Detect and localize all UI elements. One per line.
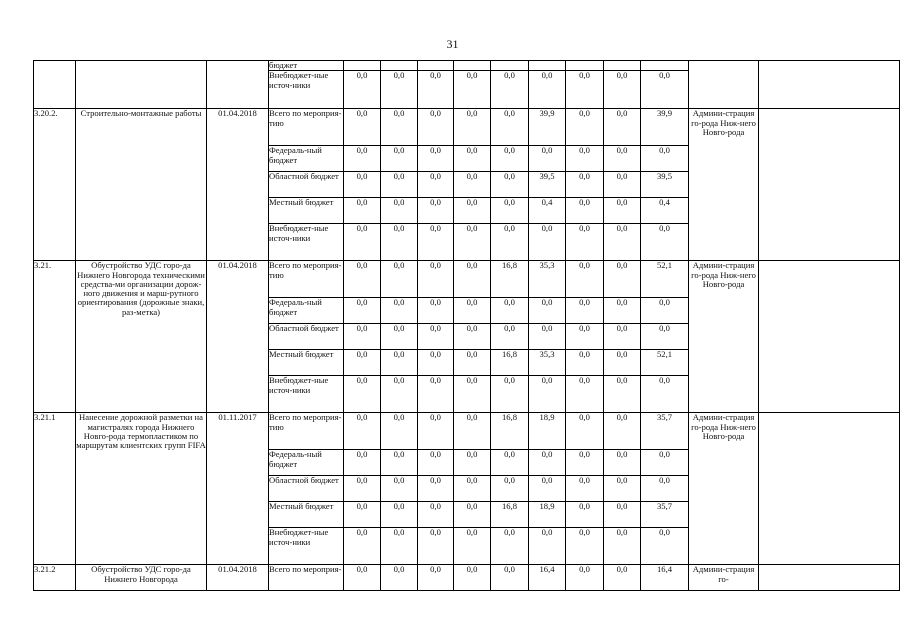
amount-cell: 0,0: [529, 528, 566, 565]
funding-source: Областной бюджет: [269, 324, 344, 350]
amount-cell: 16,4: [641, 565, 689, 591]
amount-cell: 0,0: [454, 109, 491, 146]
funding-source: Всего по мероприя-тию: [269, 109, 344, 146]
amount-cell: 0,0: [418, 261, 454, 298]
amount-cell: 16,8: [491, 261, 529, 298]
amount-cell: 0,0: [381, 502, 418, 528]
amount-cell: 0,4: [529, 198, 566, 224]
amount-cell: 0,0: [641, 298, 689, 324]
amount-cell: 0,0: [491, 224, 529, 261]
amount-cell: 0,0: [344, 413, 381, 450]
amount-cell: 0,0: [454, 413, 491, 450]
amount-cell: [604, 61, 641, 71]
notes-cell: [759, 413, 900, 565]
amount-cell: 0,0: [604, 502, 641, 528]
amount-cell: 0,0: [566, 450, 604, 476]
measure-date: 01.11.2017: [207, 413, 269, 565]
amount-cell: 0,0: [641, 450, 689, 476]
notes-cell: [759, 261, 900, 413]
amount-cell: 0,0: [344, 350, 381, 376]
amount-cell: 0,0: [418, 172, 454, 198]
measure-date: 01.04.2018: [207, 261, 269, 413]
responsible-executor: Админи-страция го-рода Ниж-него Новго-рода: [689, 109, 759, 261]
funding-source: Областной бюджет: [269, 172, 344, 198]
amount-cell: 0,0: [344, 324, 381, 350]
amount-cell: 16,8: [491, 502, 529, 528]
amount-cell: 0,0: [604, 565, 641, 591]
amount-cell: 0,0: [529, 376, 566, 413]
amount-cell: 0,0: [454, 198, 491, 224]
table-row: [34, 61, 900, 71]
amount-cell: 0,0: [641, 224, 689, 261]
amount-cell: 0,0: [381, 450, 418, 476]
amount-cell: 0,0: [491, 71, 529, 109]
amount-cell: 0,0: [604, 350, 641, 376]
table-row: [34, 413, 900, 450]
amount-cell: 0,0: [418, 350, 454, 376]
amount-cell: 35,7: [641, 413, 689, 450]
measure-date: 01.04.2018: [207, 565, 269, 591]
amount-cell: 0,0: [491, 450, 529, 476]
notes-cell: [759, 109, 900, 261]
amount-cell: 35,3: [529, 261, 566, 298]
amount-cell: [381, 61, 418, 71]
measure-name: [76, 61, 207, 109]
amount-cell: 0,4: [641, 198, 689, 224]
amount-cell: 0,0: [566, 350, 604, 376]
amount-cell: 0,0: [604, 450, 641, 476]
amount-cell: 0,0: [566, 476, 604, 502]
amount-cell: 0,0: [566, 198, 604, 224]
amount-cell: 0,0: [454, 261, 491, 298]
amount-cell: 0,0: [418, 224, 454, 261]
amount-cell: 0,0: [454, 324, 491, 350]
amount-cell: 0,0: [566, 413, 604, 450]
funding-source: Федераль-ный бюджет: [269, 146, 344, 172]
amount-cell: 0,0: [454, 376, 491, 413]
funding-source: Всего по мероприя-тию: [269, 261, 344, 298]
amount-cell: 0,0: [381, 261, 418, 298]
amount-cell: 0,0: [604, 298, 641, 324]
amount-cell: 18,9: [529, 413, 566, 450]
amount-cell: 0,0: [418, 324, 454, 350]
amount-cell: 0,0: [381, 146, 418, 172]
amount-cell: 0,0: [454, 476, 491, 502]
measure-code: 3.20.2.: [34, 109, 76, 261]
amount-cell: 0,0: [604, 146, 641, 172]
amount-cell: 0,0: [491, 198, 529, 224]
responsible-executor: [689, 61, 759, 109]
amount-cell: 0,0: [604, 71, 641, 109]
amount-cell: 0,0: [491, 324, 529, 350]
amount-cell: 0,0: [604, 198, 641, 224]
amount-cell: [454, 61, 491, 71]
amount-cell: 0,0: [491, 146, 529, 172]
amount-cell: 0,0: [566, 565, 604, 591]
funding-source: Местный бюджет: [269, 198, 344, 224]
amount-cell: 0,0: [418, 502, 454, 528]
amount-cell: 39,9: [641, 109, 689, 146]
amount-cell: 0,0: [381, 172, 418, 198]
amount-cell: 0,0: [641, 146, 689, 172]
amount-cell: 0,0: [641, 324, 689, 350]
amount-cell: 0,0: [381, 298, 418, 324]
amount-cell: 35,7: [641, 502, 689, 528]
amount-cell: 0,0: [491, 565, 529, 591]
amount-cell: 0,0: [344, 261, 381, 298]
amount-cell: 52,1: [641, 350, 689, 376]
amount-cell: 0,0: [344, 476, 381, 502]
measure-name: Строительно-монтажные работы: [76, 109, 207, 261]
amount-cell: 0,0: [491, 298, 529, 324]
amount-cell: [344, 61, 381, 71]
amount-cell: 0,0: [604, 528, 641, 565]
amount-cell: 0,0: [641, 376, 689, 413]
amount-cell: 0,0: [604, 413, 641, 450]
amount-cell: 0,0: [418, 450, 454, 476]
measure-name: Обустройство УДС горо-да Нижнего Новгорода: [76, 565, 207, 591]
amount-cell: 16,8: [491, 413, 529, 450]
amount-cell: 16,4: [529, 565, 566, 591]
amount-cell: 0,0: [566, 376, 604, 413]
measure-name: Обустройство УДС горо-да Нижнего Новгорода техническими средства-ми организации дорож-ного движения и марш-рутного ориентирования (дорожные знаки, раз-метка): [76, 261, 207, 413]
responsible-executor: Админи-страция го-рода Ниж-него Новго-рода: [689, 413, 759, 565]
funding-source: Внебюджет-ные источ-ники: [269, 71, 344, 109]
amount-cell: 0,0: [491, 172, 529, 198]
measure-code: 3.21.1: [34, 413, 76, 565]
amount-cell: [641, 61, 689, 71]
amount-cell: 0,0: [641, 476, 689, 502]
amount-cell: 0,0: [454, 172, 491, 198]
funding-source: Внебюджет-ные источ-ники: [269, 376, 344, 413]
funding-source: Областной бюджет: [269, 476, 344, 502]
amount-cell: 0,0: [454, 350, 491, 376]
table-row: [34, 261, 900, 298]
amount-cell: 39,9: [529, 109, 566, 146]
amount-cell: 0,0: [529, 450, 566, 476]
amount-cell: 0,0: [381, 565, 418, 591]
amount-cell: 0,0: [529, 298, 566, 324]
amount-cell: 0,0: [641, 71, 689, 109]
amount-cell: 0,0: [566, 502, 604, 528]
amount-cell: [418, 61, 454, 71]
amount-cell: 0,0: [344, 146, 381, 172]
amount-cell: 0,0: [418, 476, 454, 502]
amount-cell: 39,5: [529, 172, 566, 198]
amount-cell: 0,0: [418, 565, 454, 591]
amount-cell: 0,0: [418, 413, 454, 450]
amount-cell: [566, 61, 604, 71]
amount-cell: 0,0: [418, 198, 454, 224]
measure-name: Нанесение дорожной разметки на магистралях города Нижнего Новго-рода термопластиком по маршрутам клиентских групп FIFA: [76, 413, 207, 565]
responsible-executor: Админи-страция го-рода Ниж-него Новго-рода: [689, 261, 759, 413]
amount-cell: 0,0: [381, 476, 418, 502]
amount-cell: 0,0: [454, 450, 491, 476]
amount-cell: 0,0: [344, 109, 381, 146]
amount-cell: 0,0: [529, 476, 566, 502]
amount-cell: 0,0: [566, 298, 604, 324]
amount-cell: 0,0: [604, 224, 641, 261]
table-row: [34, 109, 900, 146]
amount-cell: 0,0: [454, 224, 491, 261]
amount-cell: 0,0: [418, 146, 454, 172]
funding-source: Всего по мероприя-: [269, 565, 344, 591]
amount-cell: 0,0: [454, 298, 491, 324]
amount-cell: 0,0: [344, 298, 381, 324]
amount-cell: 0,0: [566, 528, 604, 565]
amount-cell: 18,9: [529, 502, 566, 528]
funding-source: Всего по мероприя-тию: [269, 413, 344, 450]
amount-cell: 0,0: [344, 450, 381, 476]
amount-cell: 0,0: [566, 172, 604, 198]
amount-cell: 0,0: [418, 528, 454, 565]
amount-cell: 0,0: [566, 324, 604, 350]
measure-code: 3.21.2: [34, 565, 76, 591]
table-row: [34, 565, 900, 591]
amount-cell: 0,0: [344, 502, 381, 528]
notes-cell: [759, 61, 900, 109]
amount-cell: 0,0: [491, 476, 529, 502]
amount-cell: 0,0: [604, 324, 641, 350]
amount-cell: 0,0: [344, 528, 381, 565]
amount-cell: 0,0: [418, 376, 454, 413]
amount-cell: 39,5: [641, 172, 689, 198]
amount-cell: 0,0: [529, 224, 566, 261]
amount-cell: 0,0: [344, 565, 381, 591]
amount-cell: 35,3: [529, 350, 566, 376]
amount-cell: 0,0: [381, 324, 418, 350]
amount-cell: 0,0: [344, 71, 381, 109]
amount-cell: 0,0: [491, 109, 529, 146]
amount-cell: 0,0: [604, 109, 641, 146]
amount-cell: [491, 61, 529, 71]
amount-cell: 0,0: [604, 376, 641, 413]
amount-cell: 0,0: [566, 109, 604, 146]
amount-cell: 0,0: [381, 528, 418, 565]
amount-cell: 0,0: [641, 528, 689, 565]
amount-cell: 0,0: [344, 376, 381, 413]
amount-cell: [529, 61, 566, 71]
amount-cell: 0,0: [418, 109, 454, 146]
notes-cell: [759, 565, 900, 591]
amount-cell: 0,0: [381, 71, 418, 109]
funding-source: бюджет: [269, 61, 344, 71]
amount-cell: 0,0: [454, 502, 491, 528]
amount-cell: 0,0: [529, 71, 566, 109]
amount-cell: 0,0: [344, 198, 381, 224]
amount-cell: 0,0: [418, 71, 454, 109]
amount-cell: 0,0: [454, 71, 491, 109]
funding-source: Внебюджет-ные источ-ники: [269, 224, 344, 261]
amount-cell: 0,0: [454, 565, 491, 591]
amount-cell: 0,0: [454, 146, 491, 172]
amount-cell: 0,0: [381, 109, 418, 146]
measure-date: 01.04.2018: [207, 109, 269, 261]
amount-cell: 0,0: [566, 261, 604, 298]
measure-code: 3.21.: [34, 261, 76, 413]
amount-cell: 16,8: [491, 350, 529, 376]
amount-cell: 0,0: [566, 224, 604, 261]
amount-cell: 0,0: [566, 71, 604, 109]
amount-cell: 0,0: [418, 298, 454, 324]
funding-source: Федераль-ный бюджет: [269, 298, 344, 324]
amount-cell: 0,0: [529, 146, 566, 172]
budget-table: [33, 60, 900, 591]
amount-cell: 0,0: [381, 350, 418, 376]
measure-code: [34, 61, 76, 109]
measure-date: [207, 61, 269, 109]
amount-cell: 0,0: [344, 172, 381, 198]
amount-cell: 0,0: [344, 224, 381, 261]
amount-cell: 0,0: [604, 261, 641, 298]
funding-source: Местный бюджет: [269, 502, 344, 528]
amount-cell: 0,0: [566, 146, 604, 172]
funding-source: Местный бюджет: [269, 350, 344, 376]
amount-cell: 0,0: [604, 172, 641, 198]
amount-cell: 0,0: [604, 476, 641, 502]
amount-cell: 0,0: [381, 413, 418, 450]
funding-source: Федераль-ный бюджет: [269, 450, 344, 476]
responsible-executor: Админи-страция го-: [689, 565, 759, 591]
page-number: 31: [446, 37, 459, 51]
amount-cell: 0,0: [381, 376, 418, 413]
amount-cell: 0,0: [491, 528, 529, 565]
amount-cell: 0,0: [454, 528, 491, 565]
amount-cell: 0,0: [381, 224, 418, 261]
amount-cell: 52,1: [641, 261, 689, 298]
amount-cell: 0,0: [381, 198, 418, 224]
funding-source: Внебюджет-ные источ-ники: [269, 528, 344, 565]
amount-cell: 0,0: [491, 376, 529, 413]
amount-cell: 0,0: [529, 324, 566, 350]
